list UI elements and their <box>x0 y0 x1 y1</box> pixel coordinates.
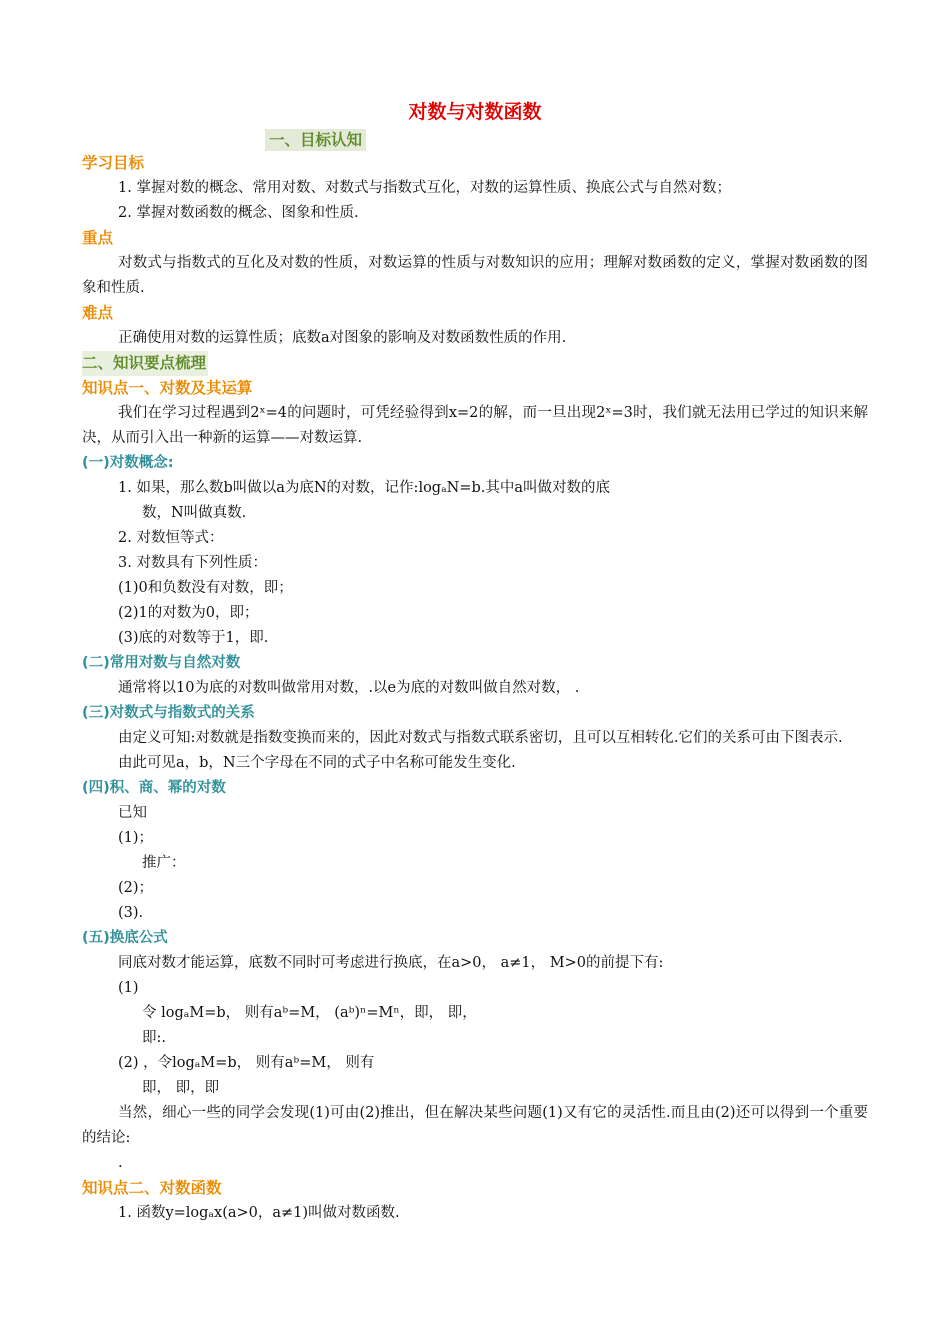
sub1-heading: (一)对数概念: <box>82 455 174 471</box>
sub4-item: 已知 <box>118 805 147 821</box>
sub1-item: 2. 对数恒等式： <box>118 530 224 546</box>
sub4-item: (2)； <box>118 880 154 896</box>
sub4-item: (1)； <box>118 830 154 846</box>
section1-heading: 一、目标认知 <box>265 129 366 151</box>
sub2-heading: (二)常用对数与自然对数 <box>82 655 241 671</box>
sub5-item: 即:. <box>142 1030 166 1046</box>
sub5-item: (1) <box>118 980 139 996</box>
key-text: 对数式与指数式的互化及对数的性质，对数运算的性质与对数知识的应用；理解对数函数的定义，掌握对数函数的图象和性质. <box>82 255 868 296</box>
sub5-dot: . <box>118 1155 123 1171</box>
sub4-heading: (四)积、商、幂的对数 <box>82 780 226 796</box>
kp1-intro: 我们在学习过程遇到2ˣ=4的问题时，可凭经验得到x=2的解，而一旦出现2ˣ=3时，我们就无法用已学过的知识来解决，从而引入出一种新的运算——对数运算. <box>82 405 868 446</box>
sub1-item: (1)0和负数没有对数，即； <box>118 580 293 596</box>
sub5-item: 即， 即，即 <box>142 1080 220 1096</box>
goal-item: 2. 掌握对数函数的概念、图象和性质. <box>118 205 359 221</box>
sub4-item: 推广： <box>142 855 186 871</box>
sub2-text: 通常将以10为底的对数叫做常用对数，.以e为底的对数叫做自然对数， . <box>118 680 580 696</box>
sub1-item: 数，N叫做真数. <box>142 505 247 521</box>
hard-heading: 难点 <box>82 304 114 322</box>
sub1-item: (2)1的对数为0，即； <box>118 605 259 621</box>
sub5-text: 当然，细心一些的同学会发现(1)可由(2)推出，但在解决某些问题(1)又有它的灵活性.而且由(2)还可以得到一个重要的结论: <box>82 1105 868 1146</box>
document-title: 对数与对数函数 <box>408 101 542 123</box>
sub3-text: 由定义可知:对数就是指数变换而来的，因此对数式与指数式联系密切，且可以互相转化.它们的关系可由下图表示. <box>118 730 843 746</box>
kp1-heading: 知识点一、对数及其运算 <box>82 379 253 397</box>
kp2-heading: 知识点二、对数函数 <box>82 1179 222 1197</box>
section2-heading: 二、知识要点梳理 <box>82 351 208 376</box>
document-page <box>82 95 868 1226</box>
sub1-item: 1. 如果，那么数b叫做以a为底N的对数，记作:logₐN=b.其中a叫做对数的底 <box>118 480 611 496</box>
sub4-item: (3). <box>118 905 144 921</box>
section1-heading-row <box>82 129 868 151</box>
sub5-item: (2) ，令logₐM=b， 则有aᵇ=M， 则有 <box>118 1055 375 1071</box>
hard-text: 正确使用对数的运算性质；底数a对图象的影响及对数函数性质的作用. <box>118 330 567 346</box>
sub5-intro: 同底对数才能运算，底数不同时可考虑进行换底，在a>0， a≠1， M>0的前提下有: <box>118 955 664 971</box>
sub5-heading: (五)换底公式 <box>82 930 168 946</box>
sub3-heading: (三)对数式与指数式的关系 <box>82 705 255 721</box>
sub3-text: 由此可见a，b，N三个字母在不同的式子中名称可能发生变化. <box>118 755 516 771</box>
key-heading: 重点 <box>82 229 114 247</box>
sub1-item: (3)底的对数等于1，即. <box>118 630 269 646</box>
goal-item: 1. 掌握对数的概念、常用对数、对数式与指数式互化，对数的运算性质、换底公式与自然对数； <box>118 180 731 196</box>
kp2-item: 1. 函数y=logₐx(a>0，a≠1)叫做对数函数. <box>118 1205 400 1221</box>
sub1-item: 3. 对数具有下列性质： <box>118 555 267 571</box>
goals-heading: 学习目标 <box>82 154 145 172</box>
sub5-item: 令 logₐM=b， 则有aᵇ=M， (aᵇ)ⁿ=Mⁿ，即， 即， <box>142 1005 477 1021</box>
